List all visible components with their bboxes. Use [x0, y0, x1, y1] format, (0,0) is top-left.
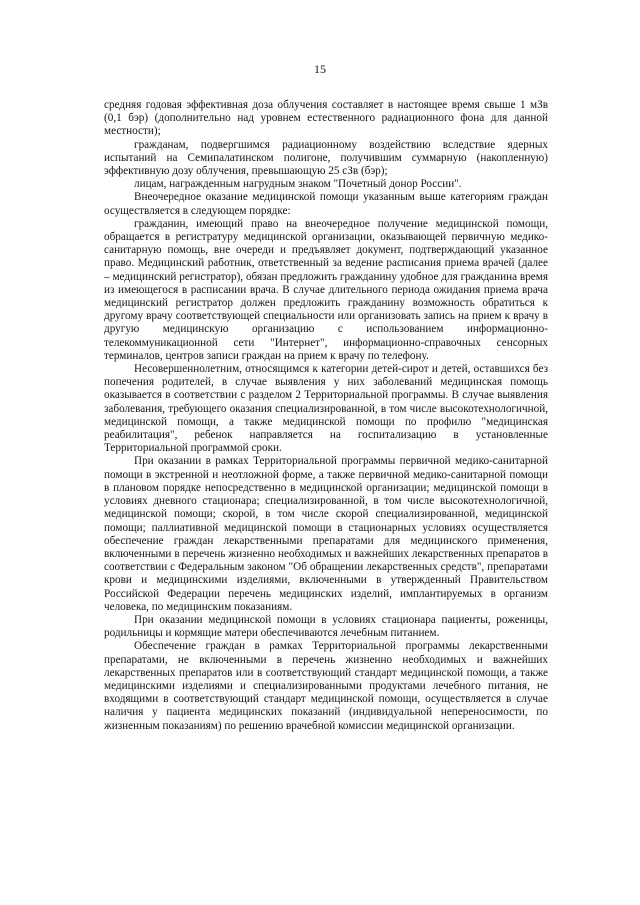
page-number: 15 [314, 62, 326, 76]
document-body [104, 99, 548, 733]
paragraph-4: Внеочередное оказание медицинской помощи указанным выше категориям граждан осуществляется в следующем порядке: [104, 191, 548, 217]
paragraph-1: средняя годовая эффективная доза облучения составляет в настоящее время свыше 1 мЗв (0,1 бэр) (дополнительно над уровнем естественного радиационного фона для данной местности); [104, 99, 548, 138]
paragraph-7: При оказании в рамках Территориальной программы первичной медико-санитарной помощи в экстренной и неотложной форме, а также первичной медико-санитарной помощи в плановом порядке непосредственно в медицинской организации; медицинской помощи в условиях дневного стационара; специализированной, в том числе высокотехнологичной, медицинской помощи; скорой, в том числе скорой специализированной, медицинской помощи; паллиативной медицинской помощи в стационарных условиях осуществляется обеспечение граждан лекарственными препаратами для медицинского применения, включенными в перечень жизненно необходимых и важнейших лекарственных препаратов в соответствии с Федеральным законом "Об обращении лекарственных средств", препаратами крови и медицинскими изделиями, включенными в утвержденный Правительством Российской Федерации перечень медицинских изделий, имплантируемых в организм человека, по медицинским показаниям. [104, 455, 548, 613]
paragraph-9: Обеспечение граждан в рамках Территориальной программы лекарственными препаратами, не включенными в перечень жизненно необходимых и важнейших лекарственных препаратов или в соответствующий стандарт медицинской помощи, а также медицинскими изделиями и специализированными продуктами лечебного питания, не входящими в соответствующий стандарт медицинской помощи, осуществляется в случае наличия у пациента медицинских показаний (индивидуальной непереносимости, по жизненным показаниям) по решению врачебной комиссии медицинской организации. [104, 640, 548, 732]
paragraph-3: лицам, награжденным нагрудным знаком "Почетный донор России". [134, 178, 462, 191]
paragraph-5: гражданин, имеющий право на внеочередное получение медицинской помощи, обращается в регистратуру медицинской организации, оказывающей первичную медико-санитарную помощь, вне очереди и предъявляет документ, подтверждающий указанное право. Медицинский работник, ответственный за ведение расписания приема врачей (далее – медицинский регистратор), обязан предложить гражданину удобное для гражданина время из имеющегося в расписании врача. В случае длительного периода ожидания приема врача медицинский регистратор должен предложить гражданину возможность обратиться к другому врачу соответствующей специальности или организовать запись на прием к врачу в другую медицинскую организацию с использованием информационно-телекоммуникационной сети "Интернет", информационно-справочных сенсорных терминалов, центров записи граждан на прием к врачу по телефону. [104, 217, 548, 362]
paragraph-8: При оказании медицинской помощи в условиях стационара пациенты, роженицы, родильницы и кормящие матери обеспечиваются лечебным питанием. [104, 613, 548, 640]
paragraph-2: гражданам, подвергшимся радиационному воздействию вследствие ядерных испытаний на Семипалатинском полигоне, получившим суммарную (накопленную) эффективную дозу облучения, превышающую 25 сЗв (бэр); [104, 138, 548, 178]
paragraph-6: Несовершеннолетним, относящимся к категории детей-сирот и детей, оставшихся без попечения родителей, в случае выявления у них заболеваний медицинская помощь оказывается в соответствии с разделом 2 Территориальной программы. В случае выявления заболевания, требующего оказания специализированной, в том числе высокотехнологичной, медицинской помощи, а также медицинской помощи по профилю "медицинская реабилитация", ребенок направляется на госпитализацию в установленные Территориальной программой сроки. [104, 363, 548, 455]
